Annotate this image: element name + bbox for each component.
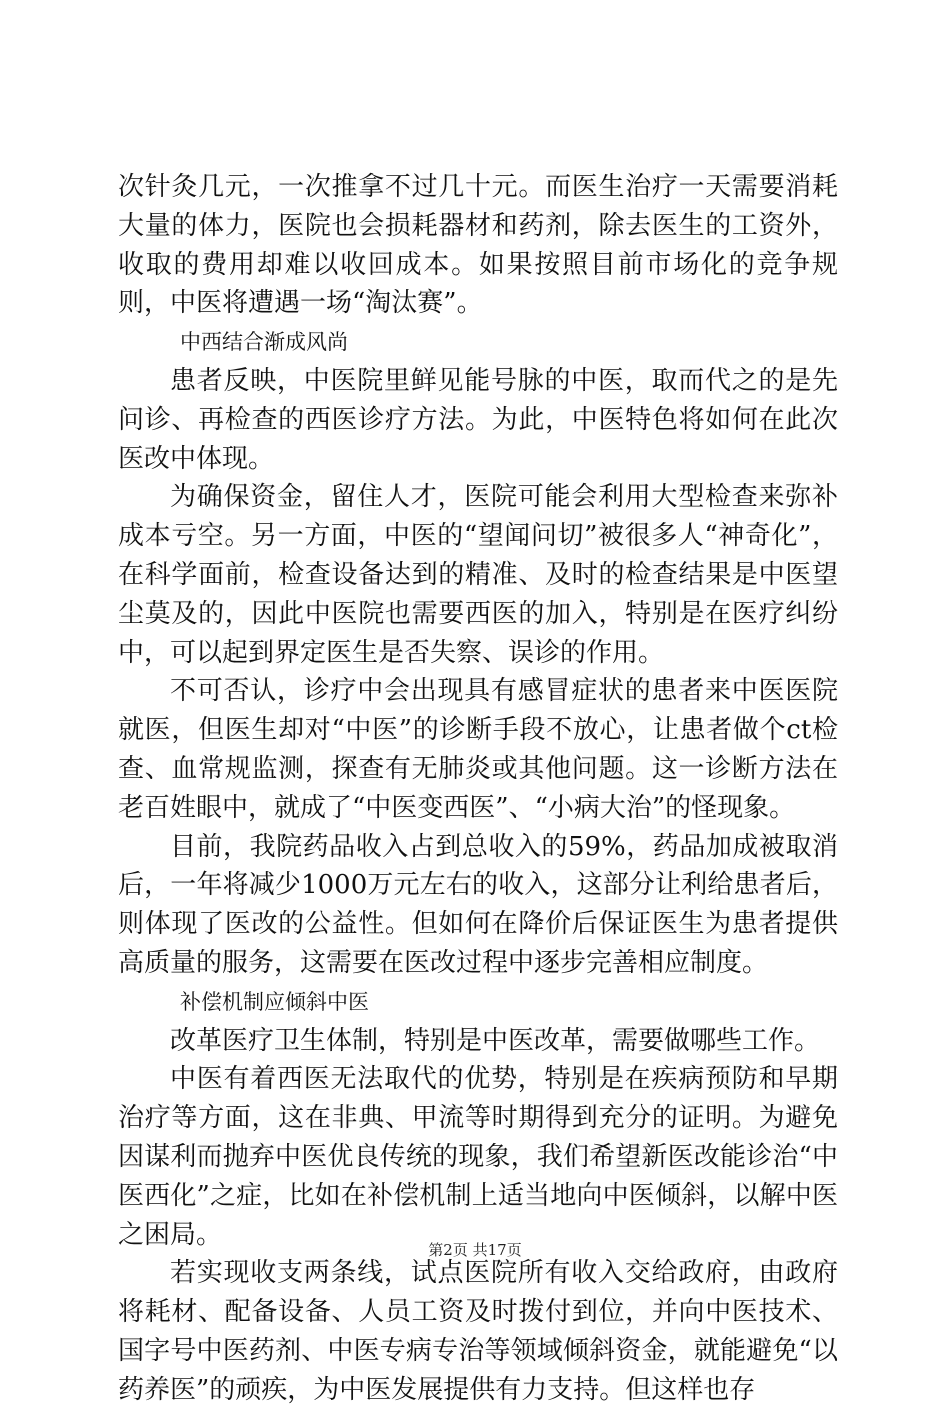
page-number-footer: 第2页 共17页 (428, 1241, 522, 1259)
paragraph: 若实现收支两条线，试点医院所有收入交给政府，由政府将耗材、配备设备、人员工资及时拨付到位，并向中医技术、国字号中医药剂、中医专病专治等领域倾斜资金，就能避免“以药养医”的顽疾，为中医发展提供有力支持。但这样也存 (118, 1258, 838, 1405)
section-heading: 中西结合渐成风尚 (180, 330, 348, 355)
paragraph: 改革医疗卫生体制，特别是中医改革，需要做哪些工作。 (170, 1025, 821, 1056)
paragraph: 中医有着西医无法取代的优势，特别是在疾病预防和早期治疗等方面，这在非典、甲流等时期得到充分的证明。为避免因谋利而抛弃中医优良传统的现象，我们希望新医改能诊治“中医西化”之症，比如在补偿机制上适当地向中医倾斜，以解中医之困局。 (118, 1064, 838, 1250)
paragraph: 次针灸几元，一次推拿不过几十元。而医生治疗一天需要消耗大量的体力，医院也会损耗器材和药剂，除去医生的工资外，收取的费用却难以收回成本。如果按照目前市场化的竞争规则，中医将遭遇一场“淘汰赛”。 (118, 172, 838, 319)
paragraph: 目前，我院药品收入占到总收入的59%，药品加成被取消后，一年将减少1000万元左右的收入，这部分让利给患者后，则体现了医改的公益性。但如何在降价后保证医生为患者提供高质量的服务，这需要在医改过程中逐步完善相应制度。 (118, 831, 838, 978)
paragraph: 不可否认，诊疗中会出现具有感冒症状的患者来中医医院就医，但医生却对“中医”的诊断手段不放心，让患者做个ct检查、血常规监测，探查有无肺炎或其他问题。这一诊断方法在老百姓眼中，就成了“中医变西医”、“小病大治”的怪现象。 (118, 676, 838, 823)
document-body (118, 168, 838, 1410)
paragraph: 患者反映，中医院里鲜见能号脉的中医，取而代之的是先问诊、再检查的西医诊疗方法。为此，中医特色将如何在此次医改中体现。 (118, 365, 838, 474)
section-heading: 补偿机制应倾斜中医 (180, 989, 369, 1014)
paragraph: 为确保资金，留住人才，医院可能会利用大型检查来弥补成本亏空。另一方面，中医的“望闻问切”被很多人“神奇化”，在科学面前，检查设备达到的精准、及时的检查结果是中医望尘莫及的，因此中医院也需要西医的加入，特别是在医疗纠纷中，可以起到界定医生是否失察、误诊的作用。 (118, 482, 838, 668)
